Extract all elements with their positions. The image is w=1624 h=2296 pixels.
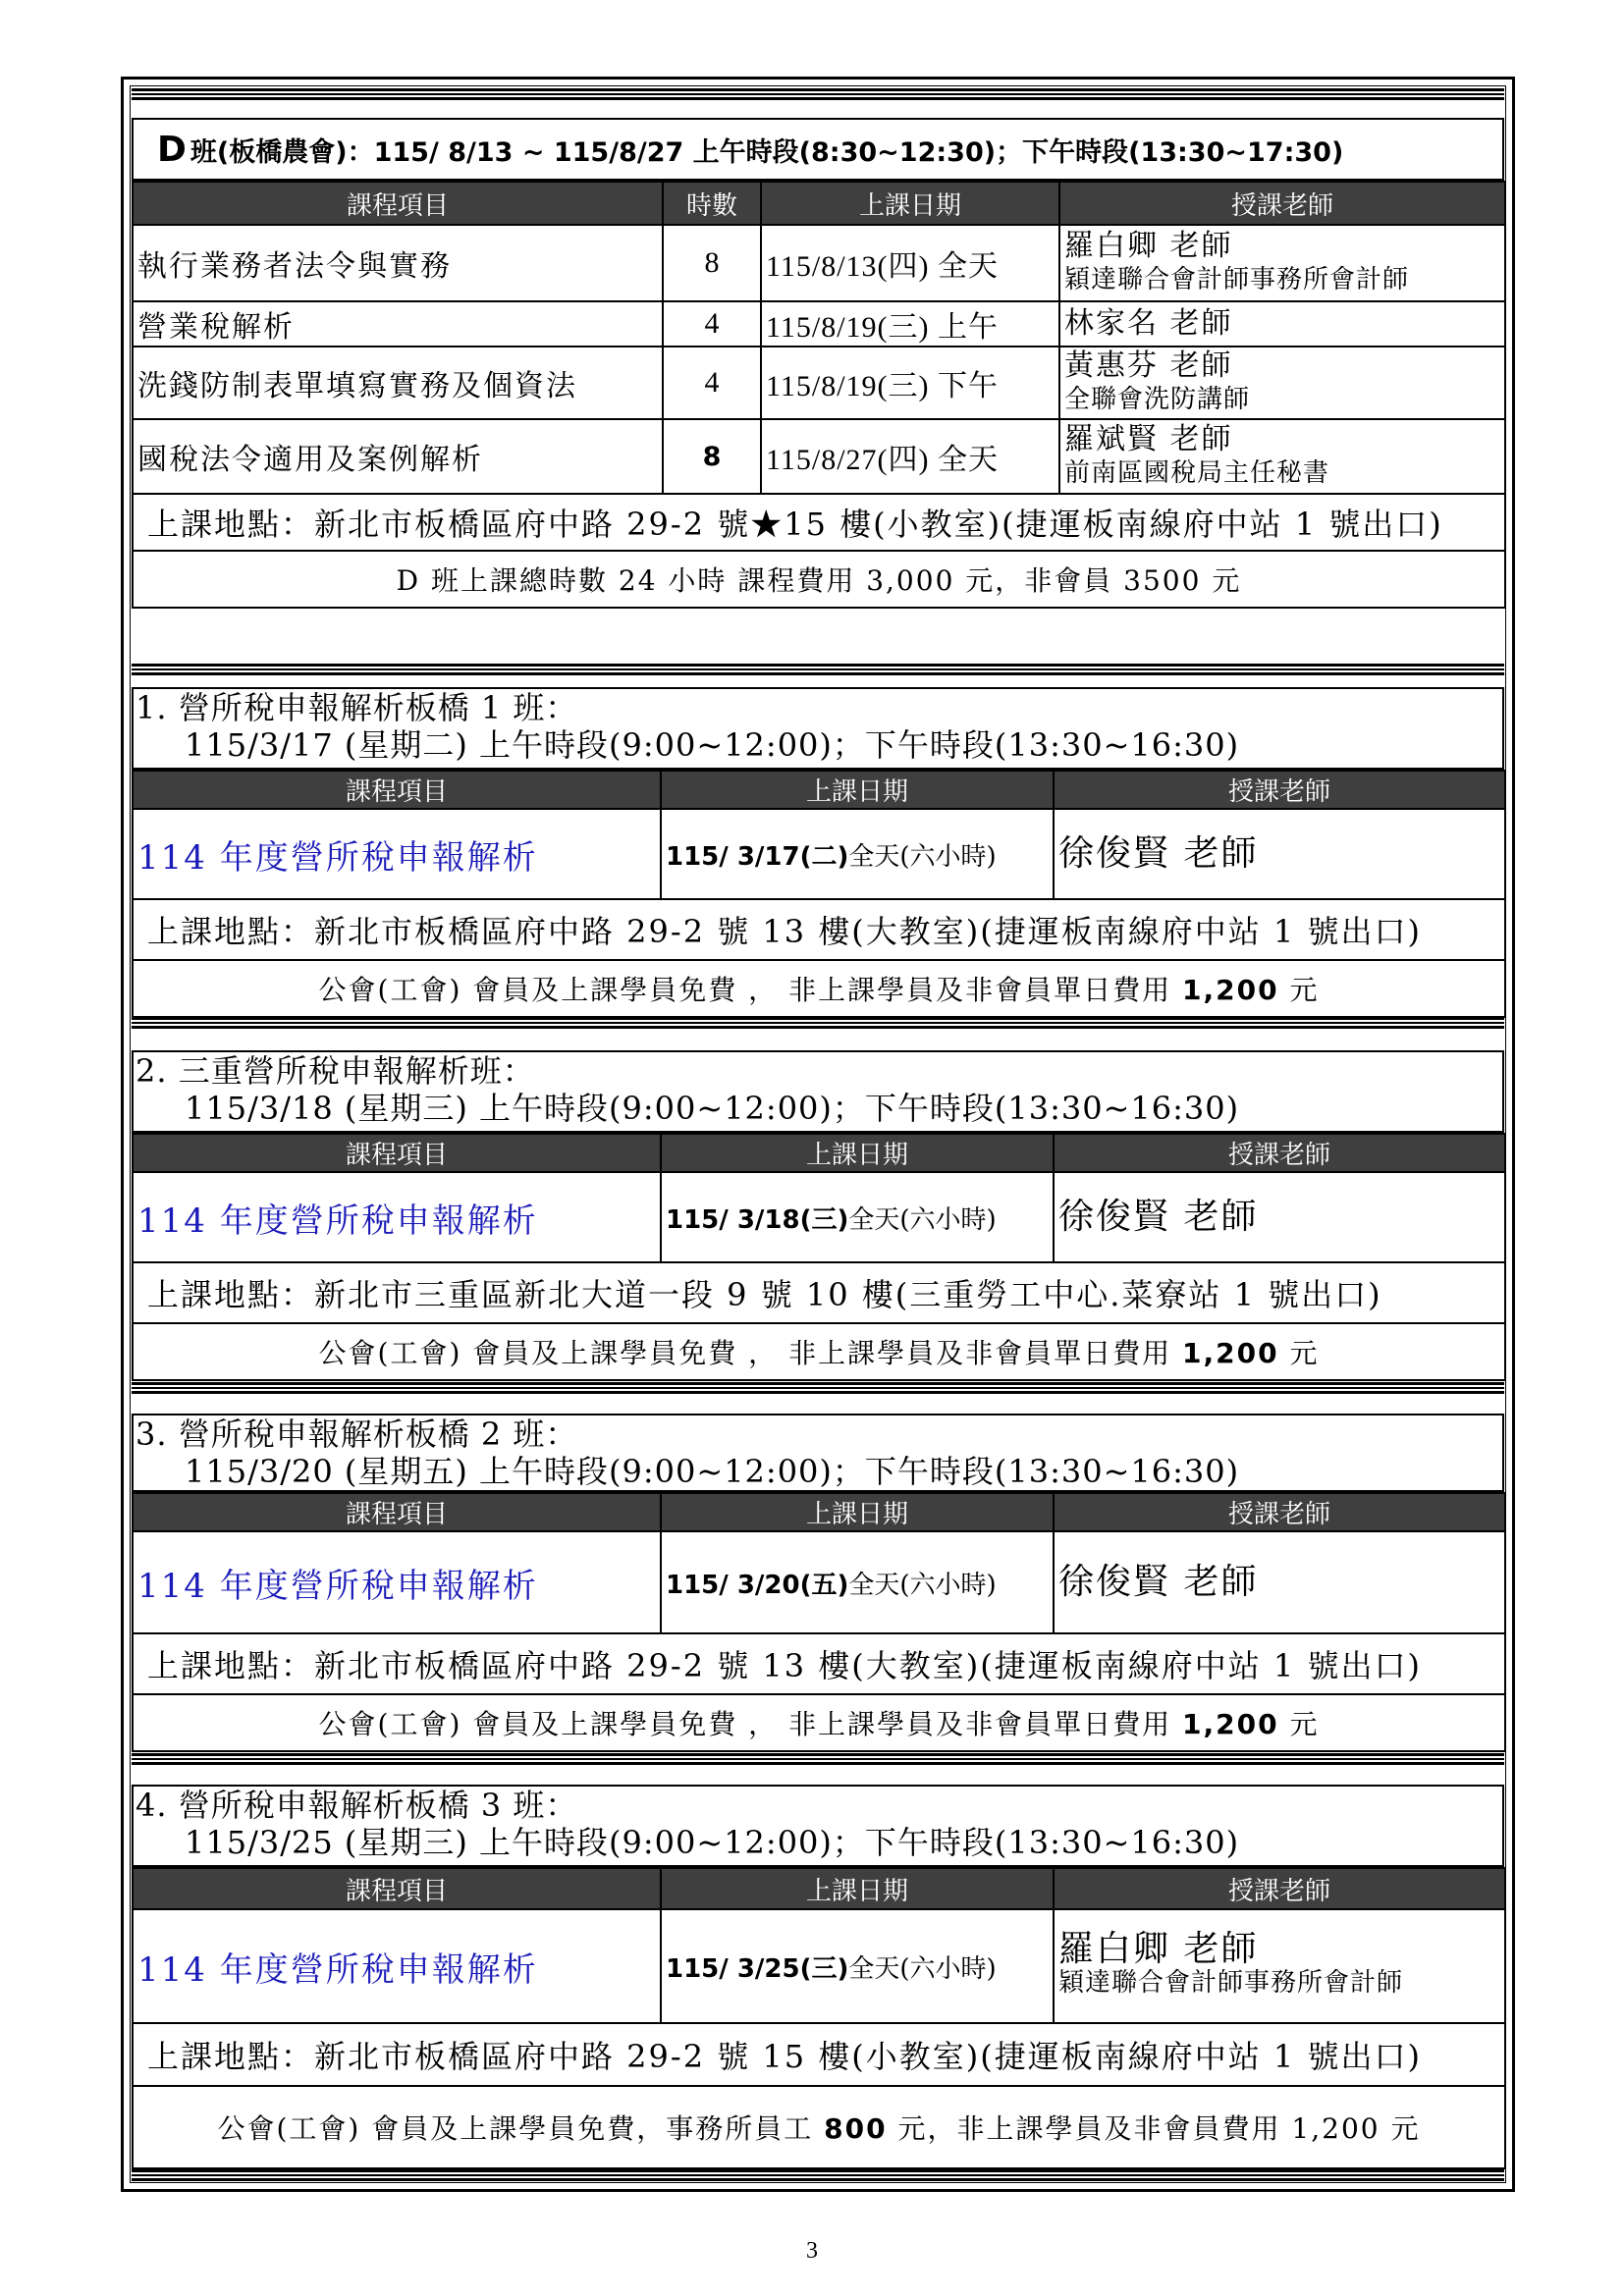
class-schedule: ：115/ 8/13 ~ 115/8/27 上午時段(8:30~12:30)；下午時段(13:30~17:30) <box>347 136 1344 168</box>
location-text: 上課地點：新北市板橋區府中路 29-2 號 13 樓(大教室)(捷運板南線府中站 1 號出口) <box>133 899 1505 960</box>
fee-row <box>133 2086 1505 2168</box>
session-title <box>132 1785 1504 1867</box>
header-date: 上課日期 <box>661 1134 1054 1172</box>
session-title-line2: 115/3/17 (星期二) 上午時段(9:00~12:00)；下午時段(13:30~16:30) <box>185 726 1240 764</box>
location-text: 上課地點：新北市板橋區府中路 29-2 號★15 樓(小教室)(捷運板南線府中站 1 號出口) <box>133 494 1505 551</box>
table-row <box>133 1172 1505 1262</box>
location-row <box>133 1262 1505 1323</box>
location-row <box>133 2023 1505 2086</box>
class-letter: D <box>157 129 187 170</box>
table-row <box>133 225 1505 301</box>
course-name: 114 年度營所稅申報解析 <box>133 1909 661 2023</box>
header-course: 課程項目 <box>133 1868 661 1909</box>
header-teacher: 授課老師 <box>1054 1493 1505 1531</box>
separator <box>132 664 1504 675</box>
course-date: 115/8/27(四) 全天 <box>761 419 1059 494</box>
session-title-line2: 115/3/20 (星期五) 上午時段(9:00~12:00)；下午時段(13:30~16:30) <box>185 1453 1240 1490</box>
header-course: 課程項目 <box>133 1134 661 1172</box>
header-date: 上課日期 <box>761 182 1059 225</box>
header-date: 上課日期 <box>661 1868 1054 1909</box>
class-d-title <box>132 118 1504 181</box>
course-date: 115/8/13(四) 全天 <box>761 225 1059 301</box>
header-course: 課程項目 <box>133 771 661 809</box>
header-teacher: 授課老師 <box>1054 1134 1505 1172</box>
location-row <box>133 899 1505 960</box>
course-name: 執行業務者法令與實務 <box>133 225 663 301</box>
table-header <box>133 771 1505 809</box>
fee-row <box>133 1694 1505 1751</box>
header-hours: 時數 <box>663 182 761 225</box>
course-date: 115/8/19(三) 上午 <box>761 301 1059 347</box>
class-d-table <box>132 181 1506 609</box>
course-name: 114 年度營所稅申報解析 <box>133 1531 661 1633</box>
fee-text: D 班上課總時數 24 小時 課程費用 3,000 元，非會員 3500 元 <box>133 551 1505 608</box>
header-course: 課程項目 <box>133 182 663 225</box>
table-header <box>133 182 1505 225</box>
session-title <box>132 1050 1504 1133</box>
session-table <box>132 1492 1506 1752</box>
fee-text: 公會(工會) 會員及上課學員免費 ， 非上課學員及非會員單日費用 1,200 元 <box>133 1323 1505 1380</box>
table-row <box>133 1531 1505 1633</box>
header-teacher: 授課老師 <box>1059 182 1505 225</box>
session-title-line1: 3. 營所稅申報解析板橋 2 班： <box>135 1415 578 1453</box>
table-row <box>133 419 1505 494</box>
location-row <box>133 494 1505 551</box>
course-date: 115/ 3/25(三)全天(六小時) <box>661 1909 1054 2023</box>
course-name: 114 年度營所稅申報解析 <box>133 1172 661 1262</box>
course-date: 115/8/19(三) 下午 <box>761 347 1059 419</box>
fee-row <box>133 960 1505 1017</box>
fee-text: 公會(工會) 會員及上課學員免費 ， 非上課學員及非會員單日費用 1,200 元 <box>133 1694 1505 1751</box>
page-number: 3 <box>806 2238 818 2264</box>
table-header <box>133 1134 1505 1172</box>
fee-text: 公會(工會) 會員及上課學員免費 ， 非上課學員及非會員單日費用 1,200 元 <box>133 960 1505 1017</box>
table-row <box>133 809 1505 899</box>
separator <box>132 88 1504 100</box>
location-text: 上課地點：新北市板橋區府中路 29-2 號 15 樓(小教室)(捷運板南線府中站 1 號出口) <box>133 2023 1505 2086</box>
header-teacher: 授課老師 <box>1054 771 1505 809</box>
course-teacher: 羅白卿 老師 穎達聯合會計師事務所會計師 <box>1059 225 1505 301</box>
fee-row <box>133 1323 1505 1380</box>
course-date: 115/ 3/17(二)全天(六小時) <box>661 809 1054 899</box>
course-teacher: 黃惠芬 老師 全聯會洗防講師 <box>1059 347 1505 419</box>
location-text: 上課地點：新北市板橋區府中路 29-2 號 13 樓(大教室)(捷運板南線府中站 1 號出口) <box>133 1633 1505 1694</box>
course-teacher: 徐俊賢 老師 <box>1054 809 1505 899</box>
session-table <box>132 770 1506 1018</box>
course-name: 114 年度營所稅申報解析 <box>133 809 661 899</box>
location-text: 上課地點：新北市三重區新北大道一段 9 號 10 樓(三重勞工中心.菜寮站 1 號出口) <box>133 1262 1505 1323</box>
course-teacher: 羅白卿 老師 穎達聯合會計師事務所會計師 <box>1054 1909 1505 2023</box>
course-name: 國稅法令適用及案例解析 <box>133 419 663 494</box>
separator <box>132 2169 1504 2181</box>
course-teacher: 徐俊賢 老師 <box>1054 1531 1505 1633</box>
course-hours: 8 <box>663 419 761 494</box>
table-row <box>133 301 1505 347</box>
course-hours: 4 <box>663 347 761 419</box>
course-teacher: 林家名 老師 <box>1059 301 1505 347</box>
header-teacher: 授課老師 <box>1054 1868 1505 1909</box>
course-hours: 8 <box>663 225 761 301</box>
table-header <box>133 1493 1505 1531</box>
session-table <box>132 1133 1506 1381</box>
location-row <box>133 1633 1505 1694</box>
fee-row <box>133 551 1505 608</box>
header-date: 上課日期 <box>661 771 1054 809</box>
session-title-line1: 1. 營所稅申報解析板橋 1 班： <box>135 689 578 726</box>
course-date: 115/ 3/20(五)全天(六小時) <box>661 1531 1054 1633</box>
class-name: 班(板橋農會) <box>189 136 348 168</box>
table-row <box>133 1909 1505 2023</box>
course-teacher: 徐俊賢 老師 <box>1054 1172 1505 1262</box>
fee-text: 公會(工會) 會員及上課學員免費，事務所員工 800 元，非上課學員及非會員費用 1,200 元 <box>133 2086 1505 2168</box>
session-title <box>132 1414 1504 1492</box>
session-title-line1: 4. 營所稅申報解析板橋 3 班： <box>135 1787 578 1824</box>
header-course: 課程項目 <box>133 1493 661 1531</box>
table-row <box>133 347 1505 419</box>
course-hours: 4 <box>663 301 761 347</box>
separator <box>132 1017 1504 1029</box>
separator <box>132 1753 1504 1765</box>
session-table <box>132 1867 1506 2169</box>
course-date: 115/ 3/18(三)全天(六小時) <box>661 1172 1054 1262</box>
separator <box>132 1382 1504 1394</box>
session-title-line1: 2. 三重營所稅申報解析班： <box>135 1052 535 1090</box>
session-title-line2: 115/3/25 (星期三) 上午時段(9:00~12:00)；下午時段(13:30~16:30) <box>185 1824 1240 1861</box>
header-date: 上課日期 <box>661 1493 1054 1531</box>
session-title <box>132 687 1504 770</box>
course-teacher: 羅斌賢 老師 前南區國稅局主任秘書 <box>1059 419 1505 494</box>
course-name: 營業稅解析 <box>133 301 663 347</box>
course-name: 洗錢防制表單填寫實務及個資法 <box>133 347 663 419</box>
table-header <box>133 1868 1505 1909</box>
session-title-line2: 115/3/18 (星期三) 上午時段(9:00~12:00)；下午時段(13:30~16:30) <box>185 1090 1240 1127</box>
